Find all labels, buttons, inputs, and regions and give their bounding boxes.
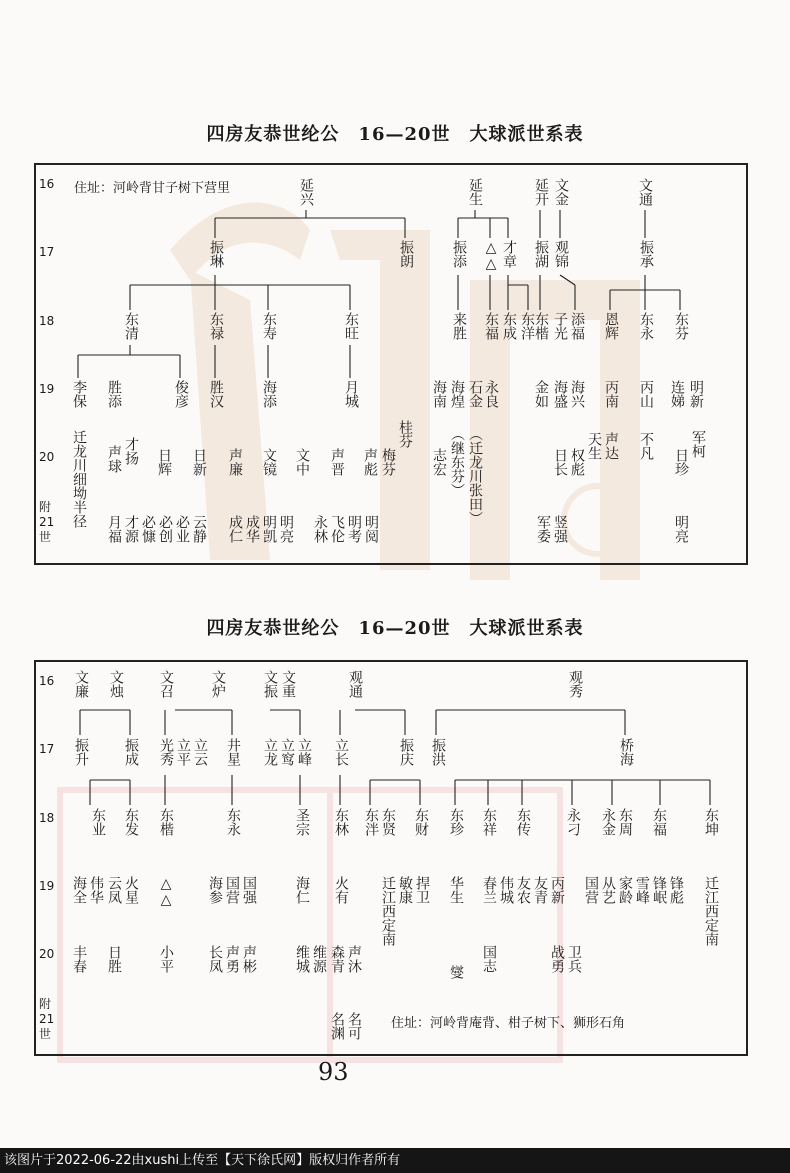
- person-name: 迁江西定南: [703, 876, 719, 946]
- person-name: 竖强: [552, 515, 568, 543]
- gen-label: 附21世: [39, 500, 55, 544]
- person-name: 东福: [483, 312, 499, 340]
- person-name: 日辉: [156, 448, 172, 476]
- person-name: 海添: [261, 380, 277, 408]
- person-name: 立平: [175, 738, 191, 766]
- person-name: 从艺: [600, 876, 616, 904]
- person-name: 国志: [481, 945, 497, 973]
- person-name: 声彪: [362, 448, 378, 476]
- person-name: 东坤: [703, 808, 719, 836]
- person-name: 东芬: [673, 312, 689, 340]
- person-name: 东永: [225, 808, 241, 836]
- person-name: 军柯: [690, 430, 706, 458]
- person-name: 井星: [225, 738, 241, 766]
- person-name: 声沐: [346, 945, 362, 973]
- person-name: 迁江西定南: [380, 876, 396, 946]
- person-name: △△: [158, 876, 174, 908]
- person-name: 伟城: [498, 876, 514, 904]
- person-name: 文镜: [261, 448, 277, 476]
- person-name: 连娣: [669, 380, 685, 408]
- gen-label: 18: [39, 811, 55, 825]
- person-name: 海全: [71, 876, 87, 904]
- person-name: 海南: [431, 380, 447, 408]
- page-number: 93: [318, 1058, 349, 1086]
- person-name: 春兰: [481, 876, 497, 904]
- gen-label: 16: [39, 177, 55, 191]
- person-name: 志宏: [431, 448, 447, 476]
- person-name: 雪峰: [634, 876, 650, 904]
- person-name: 东珍: [448, 808, 464, 836]
- person-name: 明阅: [363, 515, 379, 543]
- person-name: 友农: [515, 876, 531, 904]
- person-name: 振庆: [398, 738, 414, 766]
- person-name: 振洪: [430, 738, 446, 766]
- person-name: 桥海: [618, 738, 634, 766]
- person-name: 永良: [483, 380, 499, 408]
- person-name: 文中: [294, 448, 310, 476]
- person-name: 文振: [262, 670, 278, 698]
- person-name: 东周: [617, 808, 633, 836]
- person-name: 立龙: [262, 738, 278, 766]
- person-name: 名渊: [329, 1012, 345, 1040]
- person-name: 海盛: [552, 380, 568, 408]
- person-name: 维源: [311, 945, 327, 973]
- person-name: 振朗: [398, 240, 414, 268]
- person-name: 声廉: [227, 448, 243, 476]
- person-name: 锋岷: [651, 876, 667, 904]
- gen-label: 20: [39, 947, 55, 961]
- person-name: 东寿: [261, 312, 277, 340]
- person-name: （继东芬）: [449, 427, 465, 497]
- person-name: 光秀: [158, 738, 174, 766]
- person-name: 必业: [174, 515, 190, 543]
- person-name: 日珍: [673, 448, 689, 476]
- person-name: 东清: [123, 312, 139, 340]
- person-name: 丙南: [603, 380, 619, 408]
- person-name: 日胜: [106, 945, 122, 973]
- gen-label: 17: [39, 742, 55, 756]
- person-name: 维城: [294, 945, 310, 973]
- person-name: 才源: [123, 515, 139, 543]
- person-name: 才章: [501, 240, 517, 268]
- person-name: 振升: [73, 738, 89, 766]
- person-name: 东楷: [158, 808, 174, 836]
- person-name: 声球: [106, 445, 122, 473]
- person-name: 友青: [532, 876, 548, 904]
- person-name: 文炉: [210, 670, 226, 698]
- gen-label: 附21世: [39, 997, 55, 1041]
- person-name: 文重: [280, 670, 296, 698]
- person-name: 声彬: [241, 945, 257, 973]
- person-name: 立云: [192, 738, 208, 766]
- person-name: 捍卫: [414, 876, 430, 904]
- person-name: 胜汉: [208, 380, 224, 408]
- person-name: 海煌: [449, 380, 465, 408]
- person-name: 文通: [637, 178, 653, 206]
- person-name: 敏康: [397, 876, 413, 904]
- person-name: 小平: [158, 945, 174, 973]
- person-name: 明亮: [673, 515, 689, 543]
- person-name: 成仁: [227, 515, 243, 543]
- person-name: 桂芬: [397, 420, 413, 448]
- person-name: 国强: [241, 876, 257, 904]
- person-name: 胜添: [106, 380, 122, 408]
- person-name: 立长: [333, 738, 349, 766]
- person-name: 来胜: [451, 312, 467, 340]
- person-name: 延开: [533, 178, 549, 206]
- person-name: 子光: [552, 312, 568, 340]
- person-name: 日长: [552, 448, 568, 476]
- person-name: 战勇: [549, 945, 565, 973]
- person-name: 长凤: [207, 945, 223, 973]
- person-name: 文召: [158, 670, 174, 698]
- person-name: 东泮: [363, 808, 379, 836]
- person-name: 永刁: [565, 808, 581, 836]
- person-name: 天生: [586, 432, 602, 460]
- person-name: 明亮: [278, 515, 294, 543]
- person-name: 东永: [638, 312, 654, 340]
- person-name: 燮: [448, 965, 464, 979]
- person-name: 延生: [467, 178, 483, 206]
- person-name: 观通: [347, 670, 363, 698]
- person-name: 火有: [333, 876, 349, 904]
- person-name: 东传: [515, 808, 531, 836]
- person-name: 飞伦: [329, 515, 345, 543]
- copyright-footer: 该图片于2022-06-22由xushi上传至【天下徐氏网】版权归作者所有: [0, 1148, 790, 1173]
- gen-label: 19: [39, 382, 55, 396]
- person-name: 森青: [329, 945, 345, 973]
- person-name: 成华: [244, 515, 260, 543]
- person-name: 丙新: [549, 876, 565, 904]
- person-name: 必创: [157, 515, 173, 543]
- person-name: 家龄: [617, 876, 633, 904]
- person-name: 东楷: [533, 312, 549, 340]
- person-name: 国营: [224, 876, 240, 904]
- person-name: 明新: [688, 380, 704, 408]
- person-name: 金如: [533, 380, 549, 408]
- person-name: 梅芬: [380, 448, 396, 476]
- person-name: 俊彦: [173, 380, 189, 408]
- person-name: 国营: [583, 876, 599, 904]
- person-name: 东旺: [343, 312, 359, 340]
- person-name: 东禄: [208, 312, 224, 340]
- person-name: 月福: [106, 515, 122, 543]
- person-name: 迁龙川细坳半径: [71, 430, 87, 528]
- person-name: 声达: [603, 432, 619, 460]
- person-name: 振湖: [533, 240, 549, 268]
- person-name: 观秀: [567, 670, 583, 698]
- person-name: 名可: [346, 1012, 362, 1040]
- address-1: 住址：河岭背甘子树下营里: [74, 181, 231, 196]
- person-name: 华生: [448, 876, 464, 904]
- address-2: 住址：河岭背庵背、柑子树下、狮形石角: [391, 1016, 626, 1031]
- person-name: 立窎: [279, 738, 295, 766]
- person-name: 李保: [71, 380, 87, 408]
- person-name: 东祥: [481, 808, 497, 836]
- person-name: 文烛: [108, 670, 124, 698]
- person-name: 云静: [191, 515, 207, 543]
- person-name: 添福: [569, 312, 585, 340]
- person-name: 文廉: [73, 670, 89, 698]
- table1-title: 四房友恭世纶公 16—20世 大球派世系表: [206, 124, 584, 145]
- gen-label: 18: [39, 314, 55, 328]
- person-name: 石金: [467, 380, 483, 408]
- person-name: 东成: [501, 312, 517, 340]
- person-name: 东福: [651, 808, 667, 836]
- gen-label: 19: [39, 879, 55, 893]
- person-name: 声晋: [329, 448, 345, 476]
- person-name: 永金: [600, 808, 616, 836]
- person-name: 观锦: [553, 240, 569, 268]
- person-name: 不凡: [638, 432, 654, 460]
- person-name: 延兴: [298, 178, 314, 206]
- person-name: 丙山: [638, 380, 654, 408]
- person-name: 振琳: [208, 240, 224, 268]
- gen-label: 17: [39, 245, 55, 259]
- person-name: 海参: [207, 876, 223, 904]
- person-name: 立峰: [296, 738, 312, 766]
- person-name: 东业: [90, 808, 106, 836]
- person-name: 东发: [123, 808, 139, 836]
- person-name: 月城: [343, 380, 359, 408]
- person-name: 明考: [346, 515, 362, 543]
- person-name: 海兴: [569, 380, 585, 408]
- person-name: 海仁: [294, 876, 310, 904]
- person-name: 权彪: [569, 448, 585, 476]
- person-name: 日新: [191, 448, 207, 476]
- person-name: 振承: [638, 240, 654, 268]
- gen-label: 16: [39, 674, 55, 688]
- person-name: 东财: [413, 808, 429, 836]
- person-name: 振添: [451, 240, 467, 268]
- table2-title: 四房友恭世纶公 16—20世 大球派世系表: [206, 618, 584, 639]
- person-name: 文金: [553, 178, 569, 206]
- person-name: （迁龙川张田）: [467, 427, 483, 525]
- person-name: 火星: [123, 876, 139, 904]
- person-name: 恩辉: [603, 312, 619, 340]
- person-name: 丰春: [71, 945, 87, 973]
- person-name: 必慷: [140, 515, 156, 543]
- person-name: 声勇: [224, 945, 240, 973]
- person-name: △△: [483, 240, 499, 272]
- person-name: 军委: [535, 515, 551, 543]
- person-name: 永林: [312, 515, 328, 543]
- person-name: 圣宗: [294, 808, 310, 836]
- person-name: 明凯: [261, 515, 277, 543]
- person-name: 东贤: [380, 808, 396, 836]
- person-name: 卫兵: [566, 945, 582, 973]
- person-name: 东洋: [519, 312, 535, 340]
- person-name: 云凤: [106, 876, 122, 904]
- person-name: 伟华: [88, 876, 104, 904]
- person-name: 锋彪: [668, 876, 684, 904]
- gen-label: 20: [39, 450, 55, 464]
- person-name: 振成: [123, 738, 139, 766]
- person-name: 东林: [333, 808, 349, 836]
- person-name: 才扬: [123, 437, 139, 465]
